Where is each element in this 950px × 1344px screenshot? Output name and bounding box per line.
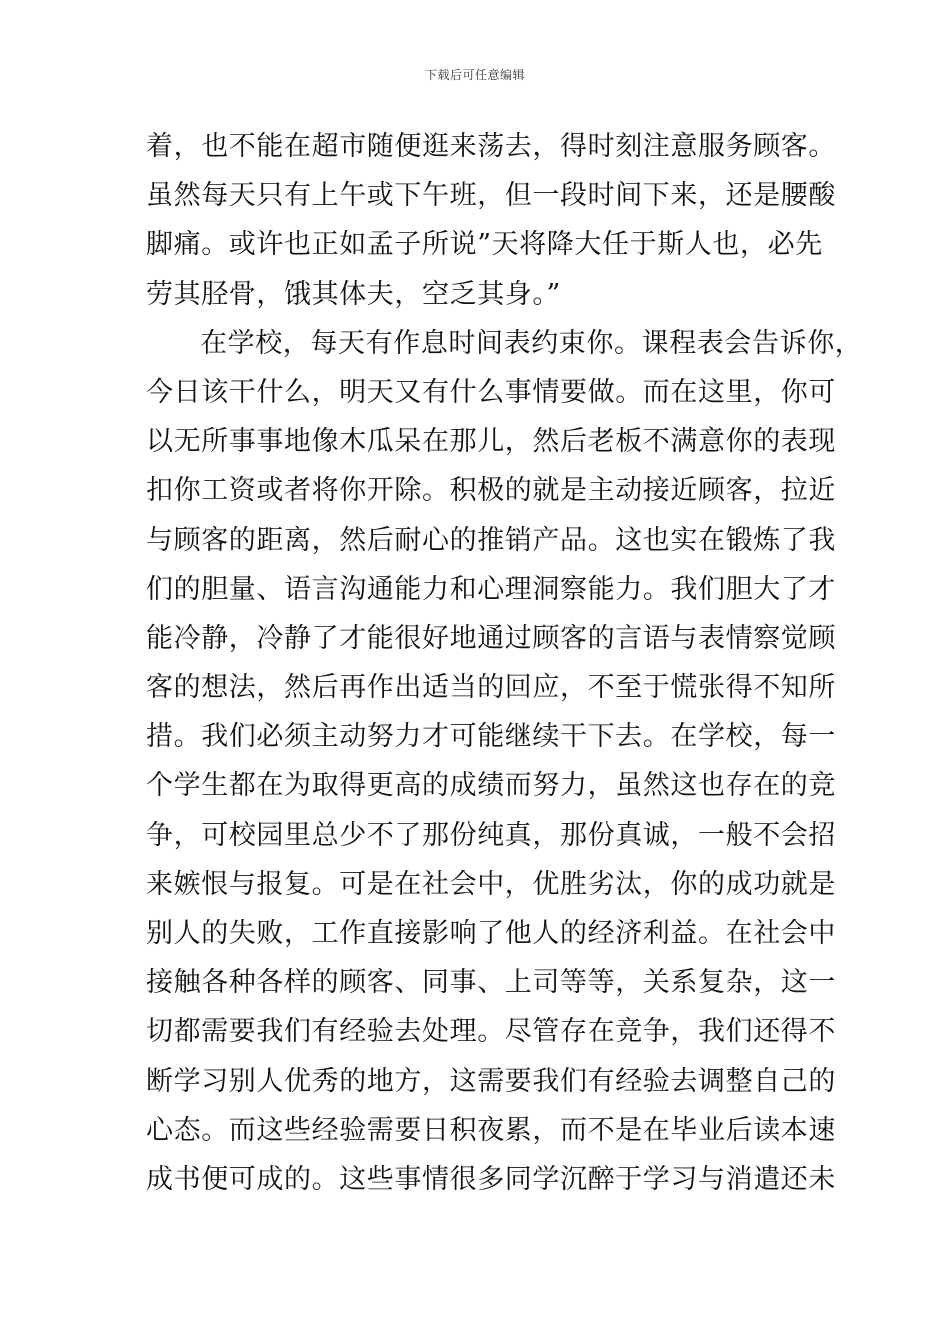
text-line: 个学生都在为取得更高的成绩而努力，虽然这也存在的竞 bbox=[146, 770, 836, 802]
text-line: 在学校，每天有作息时间表约束你。课程表会告诉你， bbox=[200, 327, 863, 359]
page-header: 下载后可任意编辑 bbox=[424, 68, 525, 82]
text-line: 们的胆量、语言沟通能力和心理洞察能力。我们胆大了才 bbox=[146, 573, 836, 605]
text-line: 以无所事事地像木瓜呆在那儿，然后老板不满意你的表现 bbox=[146, 426, 836, 458]
paragraph-1 bbox=[146, 122, 836, 319]
text-line: 着，也不能在超市随便逛来荡去，得时刻注意服务顾客。 bbox=[146, 131, 836, 162]
text-line: 心态。而这些经验需要日积夜累，而不是在毕业后读本速 bbox=[146, 1114, 836, 1146]
text-line: 切都需要我们有经验去处理。尽管存在竞争，我们还得不 bbox=[146, 1016, 836, 1048]
text-line: 劳其胫骨，饿其体夫，空乏其身。” bbox=[146, 278, 561, 310]
text-line: 别人的失败，工作直接影响了他人的经济利益。在社会中 bbox=[146, 918, 836, 949]
text-line: 争，可校园里总少不了那份纯真，那份真诚，一般不会招 bbox=[146, 819, 836, 851]
text-line: 脚痛。或许也正如孟子所说”天将降大任于斯人也，必先 bbox=[146, 229, 823, 261]
text-line: 能冷静，冷静了才能很好地通过顾客的言语与表情察觉顾 bbox=[146, 622, 836, 654]
text-line: 虽然每天只有上午或下午班，但一段时间下来，还是腰酸 bbox=[146, 180, 836, 212]
text-line: 今日该干什么，明天又有什么事情要做。而在这里，你可 bbox=[146, 376, 836, 408]
paragraph-2 bbox=[146, 319, 863, 1204]
text-line: 措。我们必须主动努力才可能继续干下去。在学校，每一 bbox=[146, 721, 836, 753]
text-line: 与顾客的距离，然后耐心的推销产品。这也实在锻炼了我 bbox=[146, 524, 836, 556]
text-line: 客的想法，然后再作出适当的回应，不至于慌张得不知所 bbox=[146, 672, 836, 704]
text-line: 成书便可成的。这些事情很多同学沉醉于学习与消遣还未 bbox=[146, 1163, 836, 1195]
text-line: 扣你工资或者将你开除。积极的就是主动接近顾客，拉近 bbox=[146, 475, 836, 507]
text-line: 接触各种各样的顾客、同事、上司等等，关系复杂，这一 bbox=[146, 967, 836, 999]
text-line: 断学习别人优秀的地方，这需要我们有经验去调整自己的 bbox=[146, 1065, 836, 1097]
text-line: 来嫉恨与报复。可是在社会中，优胜劣汰，你的成功就是 bbox=[146, 868, 836, 900]
document-body bbox=[146, 122, 863, 1204]
